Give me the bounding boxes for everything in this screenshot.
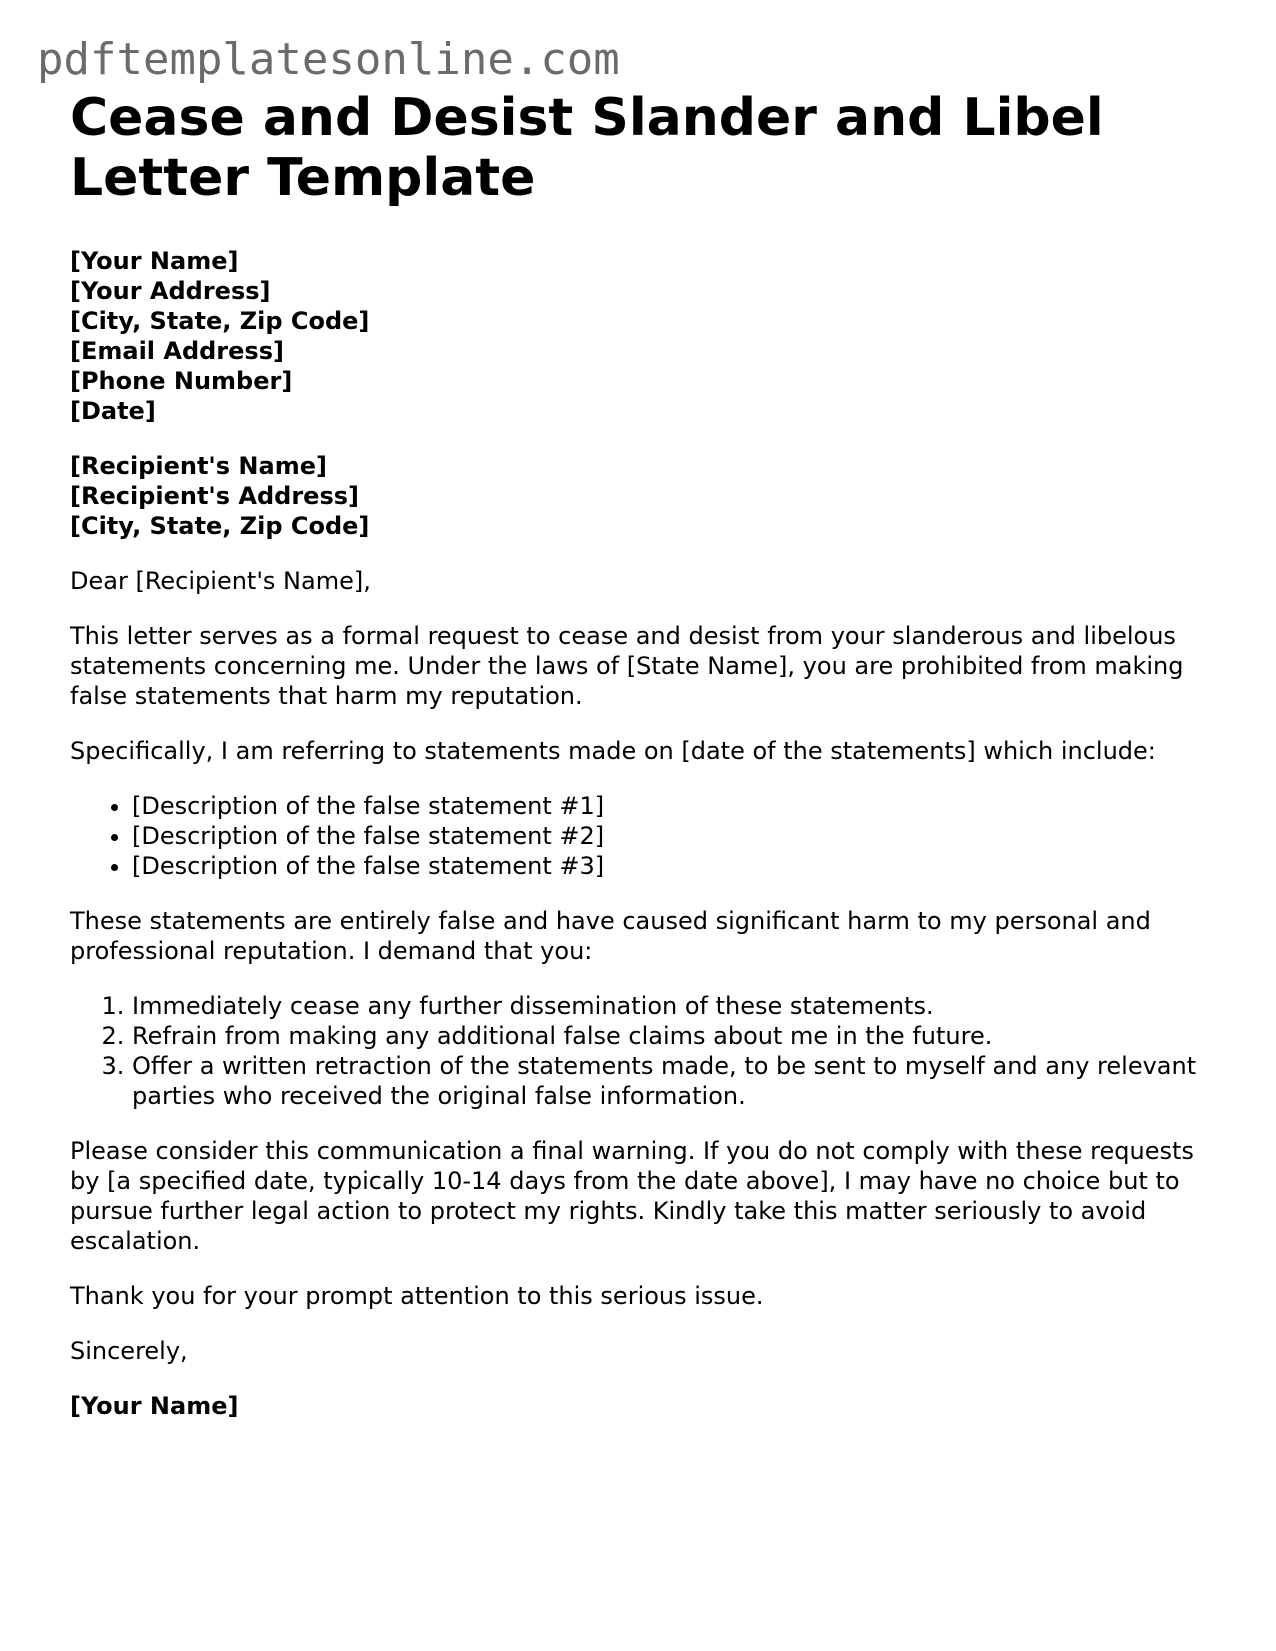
salutation: Dear [Recipient's Name],: [70, 567, 371, 595]
list-item: • [Description of the false statement #1]: [132, 791, 1220, 821]
list-item: 1. Immediately cease any further dissemination of these statements.: [132, 991, 1220, 1021]
sender-email: [Email Address]: [70, 337, 284, 365]
page-title: Cease and Desist Slander and Libel Letter Template: [70, 88, 1104, 208]
sender-city-state-zip: [City, State, Zip Code]: [70, 307, 370, 335]
sender-block: [70, 246, 1220, 426]
paragraph-specifics: Specifically, I am referring to statements made on [date of the statements] which include:: [70, 737, 1156, 765]
signature-name: [Your Name]: [70, 1392, 239, 1420]
list-item: 3. Offer a written retraction of the statements made, to be sent to myself and any relevant parties who received the original false information.: [132, 1051, 1220, 1111]
recipient-address: [Recipient's Address]: [70, 482, 359, 510]
paragraph-warning: Please consider this communication a final warning. If you do not comply with these requests by [a specified date, typically 10-14 days from the date above], I may have no choice but to pursue further legal action to protect my rights. Kindly take this matter seriously to avoid escalation.: [70, 1137, 1194, 1255]
sender-phone: [Phone Number]: [70, 367, 293, 395]
sender-name: [Your Name]: [70, 247, 239, 275]
paragraph-harm: These statements are entirely false and have caused significant harm to my personal and professional reputation. I demand that you:: [70, 907, 1151, 965]
list-item: 2. Refrain from making any additional false claims about me in the future.: [132, 1021, 1220, 1051]
watermark-text: pdftemplatesonline.com: [37, 34, 620, 85]
demands-list: [70, 991, 1220, 1111]
closing: Sincerely,: [70, 1337, 188, 1365]
paragraph-intro: This letter serves as a formal request to cease and desist from your slanderous and libelous statements concerning me. Under the laws of [State Name], you are prohibited from making false statements that harm my reputation.: [70, 622, 1184, 710]
recipient-name: [Recipient's Name]: [70, 452, 327, 480]
recipient-block: [70, 451, 1220, 541]
paragraph-thanks: Thank you for your prompt attention to this serious issue.: [70, 1282, 764, 1310]
recipient-city-state-zip: [City, State, Zip Code]: [70, 512, 370, 540]
sender-address: [Your Address]: [70, 277, 271, 305]
letter-date: [Date]: [70, 397, 156, 425]
letter-document: [70, 88, 1220, 1421]
list-item: • [Description of the false statement #2]: [132, 821, 1220, 851]
list-item: • [Description of the false statement #3]: [132, 851, 1220, 881]
false-statements-list: [70, 791, 1220, 881]
